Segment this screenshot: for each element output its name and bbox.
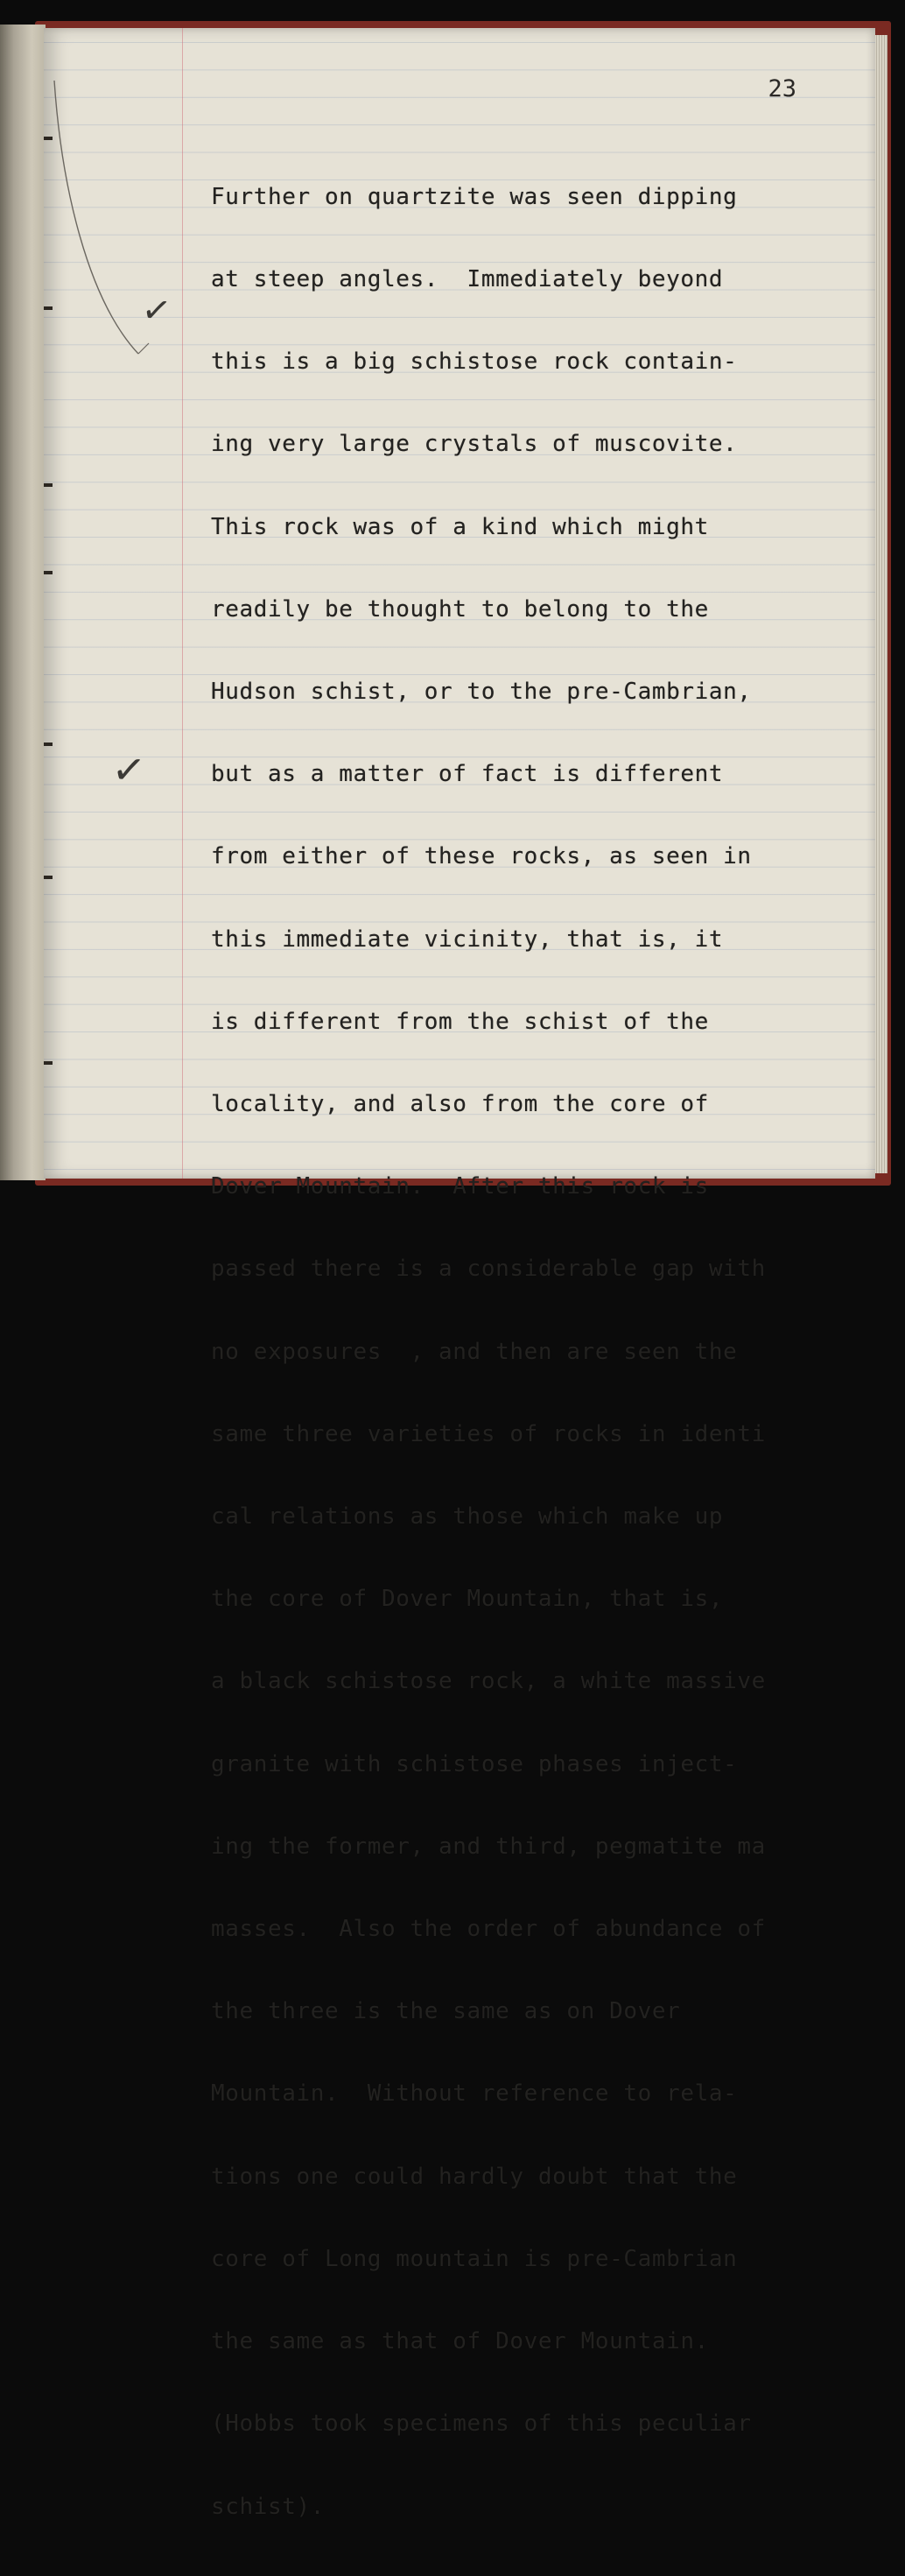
text-line: locality, and also from the core of [211, 1091, 709, 1118]
text-line: Hudson schist, or to the pre-Cambrian, [211, 679, 752, 706]
binding-hole [44, 306, 53, 310]
pencil-curve-mark [53, 81, 193, 361]
binding-hole [44, 743, 53, 746]
check-mark: ✓ [109, 744, 149, 795]
text-line: masses. Also the order of abundance of [211, 1916, 766, 1943]
text-line: (Hobbs took specimens of this peculiar [211, 2411, 752, 2438]
text-line: Further on quartzite was seen dipping [211, 183, 738, 210]
text-line: ing the former, and third, pegmatite ma [211, 1833, 766, 1860]
text-line: is different from the schist of the [211, 1008, 709, 1035]
text-line: schist). [211, 2493, 326, 2520]
text-line: core of Long mountain is pre-Cambrian [211, 2245, 738, 2272]
text-line: from either of these rocks, as seen in [211, 843, 752, 870]
notebook-page [44, 28, 875, 2520]
typed-text-block [211, 129, 894, 2576]
text-line: tions one could hardly doubt that the [211, 2163, 738, 2190]
binding-strip [0, 25, 46, 1180]
text-line: granite with schistose phases inject- [211, 1750, 738, 1777]
text-line: Dover Mountain. After this rock is [211, 1173, 709, 1200]
text-line: this immediate vicinity, that is, it [211, 926, 724, 953]
text-line: the same as that of Dover Mountain. [211, 2328, 709, 2355]
page-number: 23 [768, 75, 796, 102]
binding-hole [44, 571, 53, 574]
binding-hole [44, 137, 53, 140]
text-line: no exposures , and then are seen the [211, 1338, 738, 1365]
text-line: but as a matter of fact is different [211, 761, 724, 788]
text-line: at steep angles. Immediately beyond [211, 266, 724, 293]
text-line: the core of Dover Mountain, that is, [211, 1586, 724, 1613]
check-mark: ✓ [138, 288, 174, 334]
binding-hole [44, 483, 53, 487]
text-line: the three is the same as on Dover [211, 1998, 681, 2025]
binding-hole [44, 876, 53, 879]
text-line: cal relations as those which make up [211, 1503, 724, 1531]
binding-hole [44, 1061, 53, 1065]
text-line: readily be thought to belong to the [211, 595, 709, 623]
text-line: This rock was of a kind which might [211, 513, 709, 540]
text-line: ing very large crystals of muscovite. [211, 431, 738, 458]
text-line: same three varieties of rocks in identi [211, 1420, 766, 1447]
text-line: this is a big schistose rock contain- [211, 348, 738, 376]
text-line: Mountain. Without reference to rela- [211, 2080, 738, 2108]
text-line: passed there is a considerable gap with [211, 1256, 766, 1283]
text-line: a black schistose rock, a white massive [211, 1668, 766, 1695]
